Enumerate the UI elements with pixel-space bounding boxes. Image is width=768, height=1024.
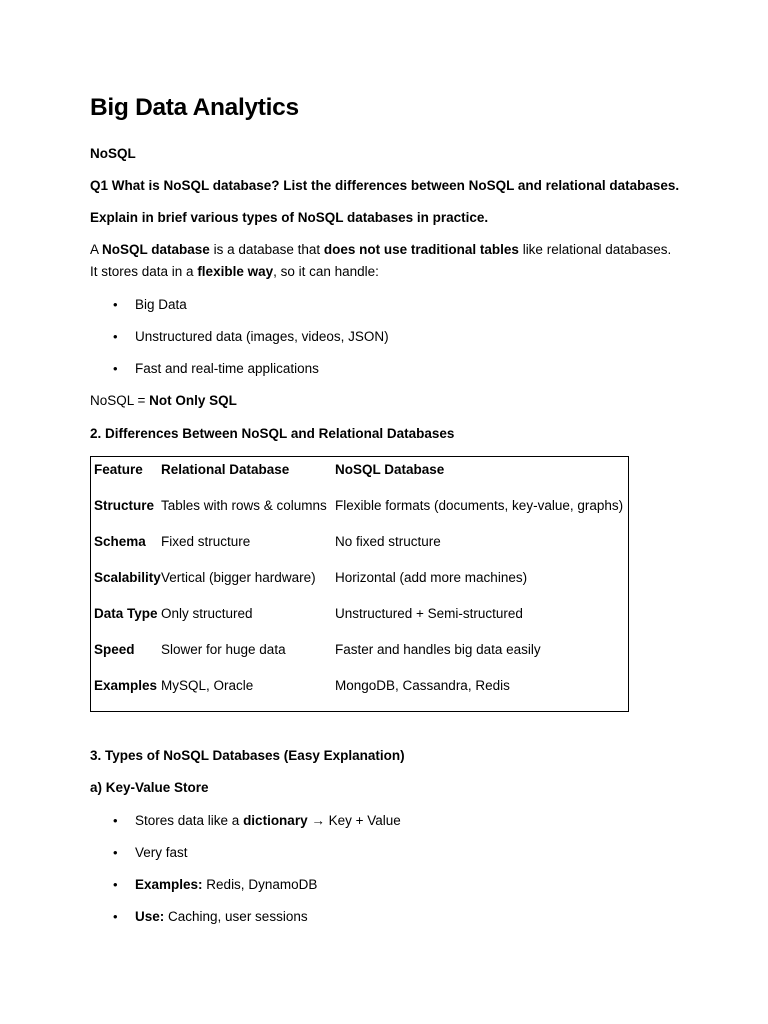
intro-line-2 [90, 263, 379, 281]
table-row-label: Speed [94, 642, 135, 657]
list-bold: dictionary [243, 813, 308, 828]
list-item: Fast and real-time applications [135, 361, 319, 376]
bullet-icon: • [113, 909, 118, 924]
table-row-label: Data Type [94, 606, 158, 621]
list-item [135, 812, 401, 830]
question-line-1: Q1 What is NoSQL database? List the differences between NoSQL and relational databases. [90, 178, 680, 193]
list-text: → Key + Value [307, 813, 401, 828]
intro-text: is a database that [209, 242, 324, 257]
table-cell: MySQL, Oracle [161, 678, 254, 693]
table-row-label: Scalability [94, 570, 161, 585]
bullet-icon: • [113, 877, 118, 892]
nosql-definition [90, 392, 237, 410]
list-bold: Examples: [135, 877, 203, 892]
list-item: Big Data [135, 297, 187, 312]
question-line-2: Explain in brief various types of NoSQL databases in practice. [90, 210, 489, 225]
table-cell: Tables with rows & columns [161, 498, 327, 513]
table-row-label: Examples [94, 678, 158, 693]
list-text: Redis, DynamoDB [202, 877, 318, 892]
table-header-cell: NoSQL Database [335, 462, 445, 477]
list-item [135, 908, 308, 926]
intro-text: It stores data in a [90, 264, 198, 279]
table-header-cell: Relational Database [161, 462, 290, 477]
table-cell: No fixed structure [335, 534, 441, 549]
subtitle: NoSQL [90, 146, 136, 161]
table-cell: Only structured [161, 606, 253, 621]
bullet-icon: • [113, 845, 118, 860]
table-cell: MongoDB, Cassandra, Redis [335, 678, 510, 693]
table-cell: Unstructured + Semi-structured [335, 606, 523, 621]
section-heading-types: 3. Types of NoSQL Databases (Easy Explanation) [90, 748, 405, 763]
comparison-table [90, 456, 629, 712]
intro-text: A [90, 242, 103, 257]
intro-bold: flexible way [197, 264, 274, 279]
list-bold: Use: [135, 909, 165, 924]
subsection-heading: a) Key-Value Store [90, 780, 209, 795]
bullet-icon: • [113, 329, 118, 344]
list-text: Caching, user sessions [164, 909, 308, 924]
table-cell: Flexible formats (documents, key-value, graphs) [335, 498, 624, 513]
intro-text: , so it can handle: [273, 264, 379, 279]
section-heading-differences: 2. Differences Between NoSQL and Relational Databases [90, 426, 455, 441]
bullet-icon: • [113, 813, 118, 828]
definition-bold: Not Only SQL [149, 393, 237, 408]
page-title: Big Data Analytics [90, 94, 299, 121]
table-cell: Horizontal (add more machines) [335, 570, 528, 585]
intro-bold: NoSQL database [102, 242, 210, 257]
table-row-label: Schema [94, 534, 146, 549]
bullet-icon: • [113, 361, 118, 376]
table-cell: Vertical (bigger hardware) [161, 570, 316, 585]
intro-bold: does not use traditional tables [323, 242, 519, 257]
list-item: Unstructured data (images, videos, JSON) [135, 329, 389, 344]
table-cell: Faster and handles big data easily [335, 642, 541, 657]
table-row-label: Structure [94, 498, 155, 513]
list-item [135, 876, 317, 894]
bullet-icon: • [113, 297, 118, 312]
table-cell: Fixed structure [161, 534, 251, 549]
intro-text: like relational databases. [518, 242, 672, 257]
list-text: Stores data like a [135, 813, 244, 828]
table-header-cell: Feature [94, 462, 143, 477]
definition-text: NoSQL = [90, 393, 150, 408]
table-cell: Slower for huge data [161, 642, 286, 657]
list-item: Very fast [135, 845, 188, 860]
intro-line-1 [90, 241, 671, 259]
